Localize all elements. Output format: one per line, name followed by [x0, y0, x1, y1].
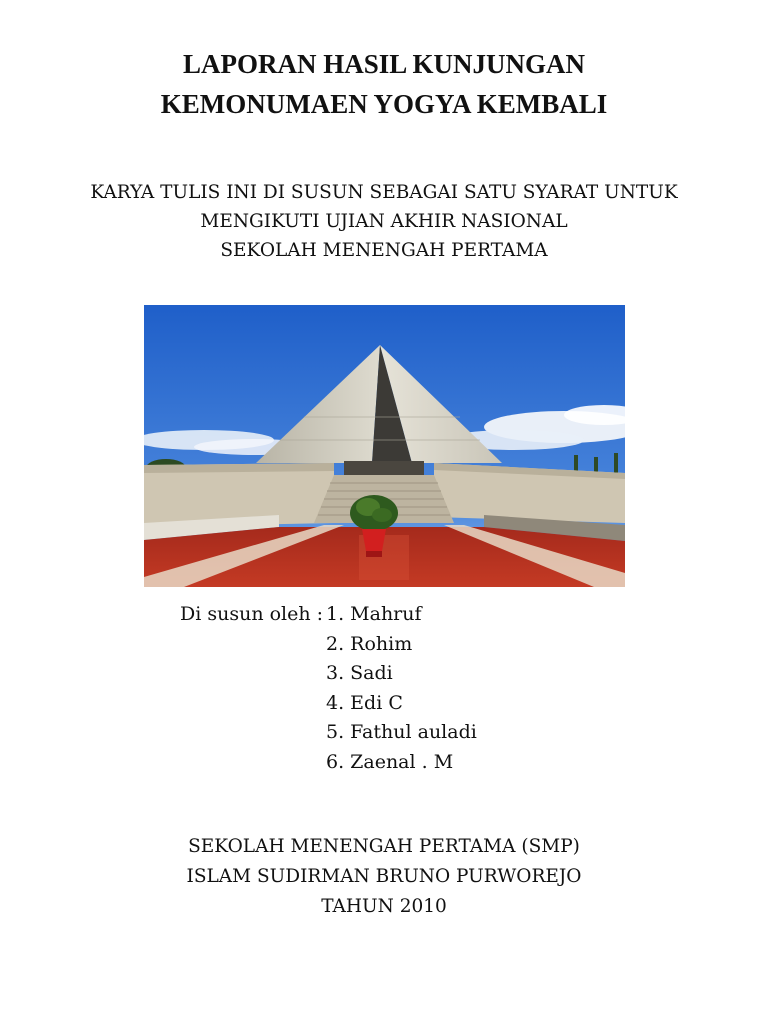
- document-title: [0, 44, 768, 124]
- author-name: 6. Zaenal . M: [326, 750, 454, 773]
- author-row: [180, 659, 477, 689]
- footer-line-1: SEKOLAH MENENGAH PERTAMA (SMP): [188, 836, 580, 857]
- author-name: 5. Fathul auladi: [326, 721, 477, 743]
- author-row: [180, 718, 477, 748]
- author-name: 3. Sadi: [326, 662, 393, 684]
- subtitle-line-2: MENGIKUTI UJIAN AKHIR NASIONAL: [200, 211, 568, 232]
- footer-line-2: ISLAM SUDIRMAN BRUNO PURWOREJO: [186, 866, 582, 887]
- author-name: 2. Rohim: [326, 632, 413, 655]
- subtitle-line-1: KARYA TULIS INI DI SUSUN SEBAGAI SATU SYARAT UNTUK: [90, 182, 678, 203]
- author-row: [180, 748, 477, 778]
- author-row: [180, 630, 477, 660]
- author-name: 1. Mahruf: [326, 603, 422, 625]
- author-row: [180, 689, 477, 719]
- school-footer: [0, 832, 768, 922]
- author-name: 4. Edi C: [326, 691, 403, 714]
- title-line-2: KEMONUMAEN YOGYA KEMBALI: [160, 89, 608, 119]
- authors-list: [180, 600, 477, 777]
- authors-label: Di susun oleh :: [180, 603, 324, 625]
- subtitle-line-3: SEKOLAH MENENGAH PERTAMA: [220, 240, 548, 261]
- footer-line-3: TAHUN 2010: [321, 896, 447, 917]
- document-subtitle: [0, 178, 768, 265]
- monument-photo: [144, 305, 625, 587]
- title-line-1: LAPORAN HASIL KUNJUNGAN: [182, 49, 586, 79]
- author-row: [180, 600, 477, 630]
